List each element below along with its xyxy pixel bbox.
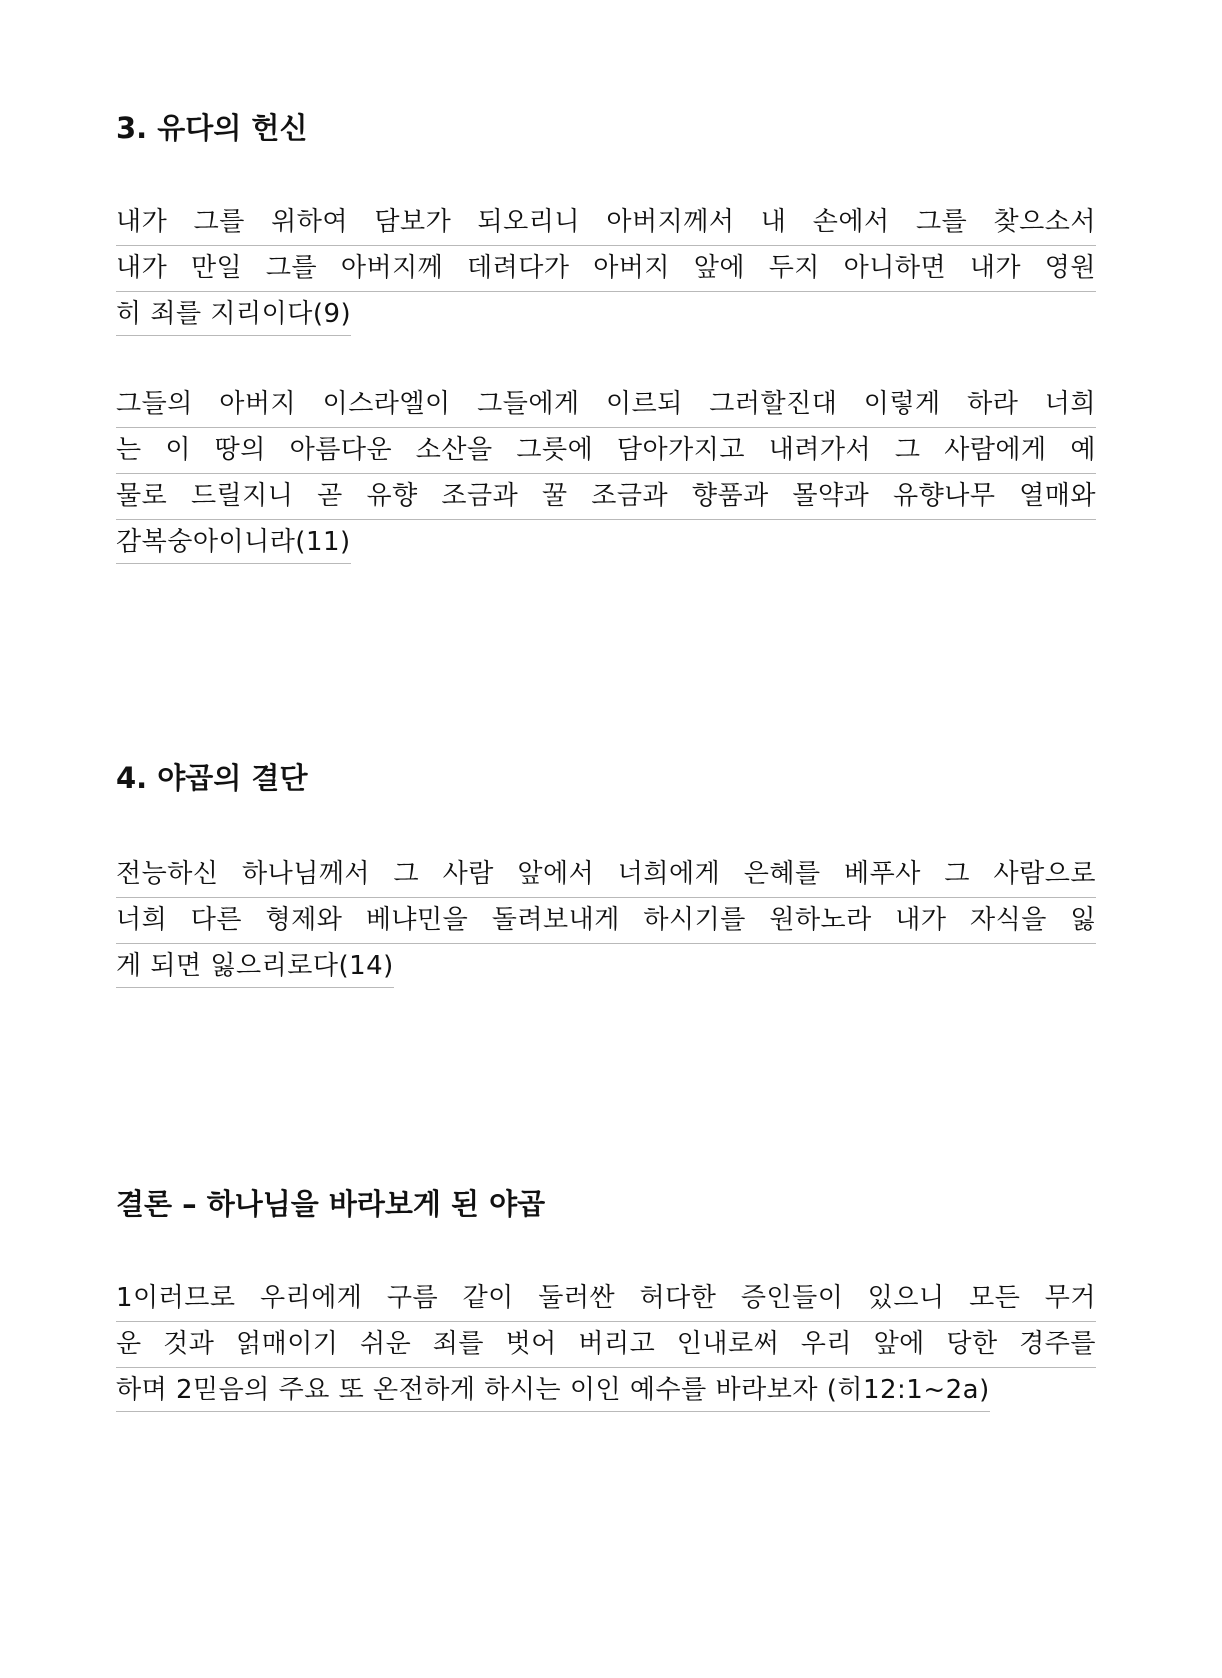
text-line: 물로 드릴지니 곧 유향 조금과 꿀 조금과 향품과 몰약과 유향나무 열매와	[116, 474, 1096, 520]
section-heading-jacob: 4. 야곱의 결단	[116, 761, 308, 795]
paragraph-verse-14	[116, 852, 1096, 990]
text-line: 전능하신 하나님께서 그 사람 앞에서 너희에게 은혜를 베푸사 그 사람으로	[116, 852, 1096, 898]
paragraph-verse-11	[116, 382, 1096, 566]
text-line: 내가 만일 그를 아버지께 데려다가 아버지 앞에 두지 아니하면 내가 영원	[116, 246, 1096, 292]
text-line: 운 것과 얽매이기 쉬운 죄를 벗어 버리고 인내로써 우리 앞에 당한 경주를	[116, 1322, 1096, 1368]
text-line	[116, 944, 1096, 990]
text-line	[116, 520, 1096, 566]
text-line: 그들의 아버지 이스라엘이 그들에게 이르되 그러할진대 이렇게 하라 너희	[116, 382, 1096, 428]
section-heading-conclusion: 결론 – 하나님을 바라보게 된 야곱	[116, 1187, 546, 1221]
text-line-last: 게 되면 잃으리로다(14)	[116, 951, 394, 988]
text-line	[116, 292, 1096, 338]
paragraph-hebrews	[116, 1276, 1096, 1414]
text-line: 너희 다른 형제와 베냐민을 돌려보내게 하시기를 원하노라 내가 자식을 잃	[116, 898, 1096, 944]
text-line: 는 이 땅의 아름다운 소산을 그릇에 담아가지고 내려가서 그 사람에게 예	[116, 428, 1096, 474]
text-line-last: 하며 2믿음의 주요 또 온전하게 하시는 이인 예수를 바라보자 (히12:1~2a)	[116, 1375, 990, 1412]
text-line: 내가 그를 위하여 담보가 되오리니 아버지께서 내 손에서 그를 찾으소서	[116, 200, 1096, 246]
text-line	[116, 1368, 1096, 1414]
text-line: 1이러므로 우리에게 구름 같이 둘러싼 허다한 증인들이 있으니 모든 무거	[116, 1276, 1096, 1322]
text-line-last: 히 죄를 지리이다(9)	[116, 299, 351, 336]
section-heading-judah: 3. 유다의 헌신	[116, 111, 308, 145]
paragraph-verse-9	[116, 200, 1096, 338]
text-line-last: 감복숭아이니라(11)	[116, 527, 351, 564]
